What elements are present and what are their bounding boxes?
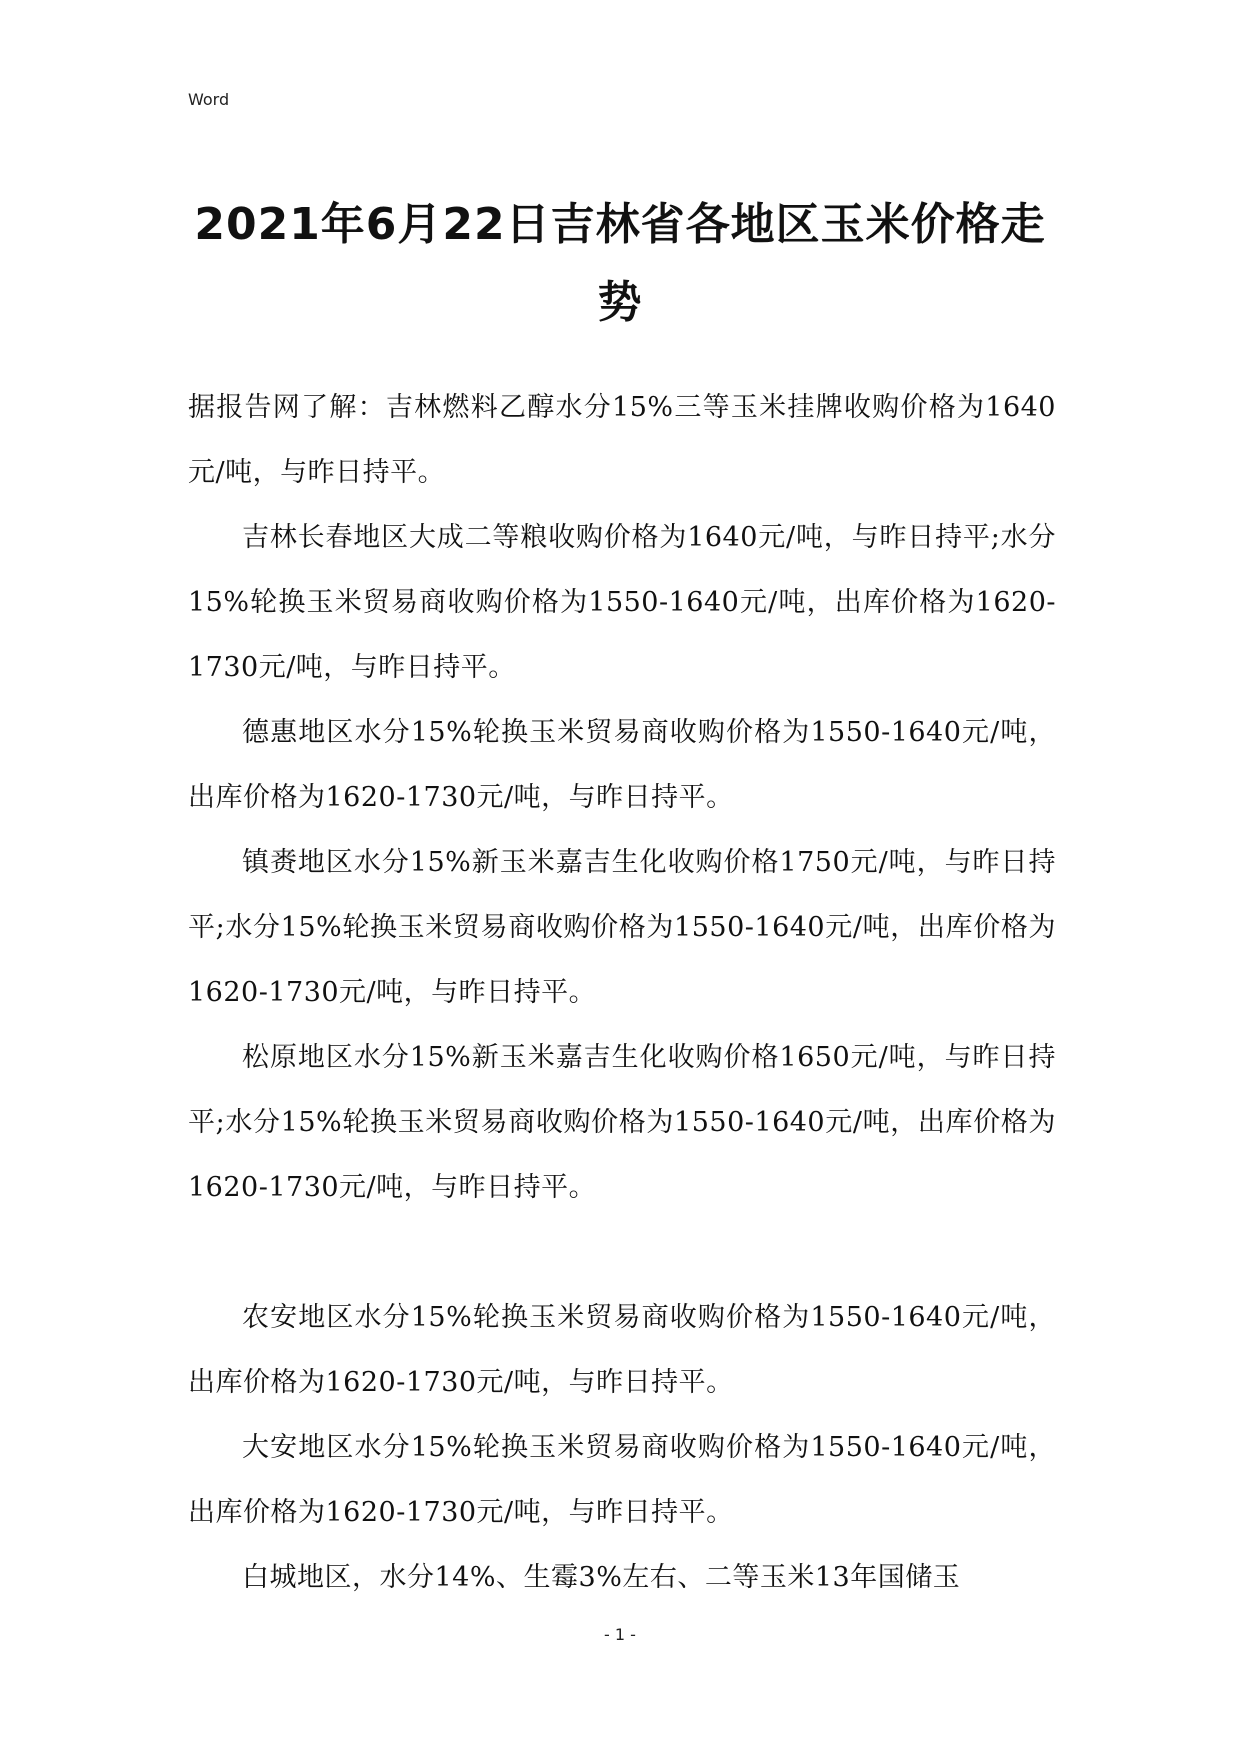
paragraph-intro: 据报告网了解：吉林燃料乙醇水分15%三等玉米挂牌收购价格为1640元/吨，与昨日持平。 [188, 392, 1056, 488]
paragraph-dehui: 德惠地区水分15%轮换玉米贸易商收购价格为1550-1640元/吨，出库价格为1620-1730元/吨，与昨日持平。 [188, 717, 1056, 813]
paragraph-nongan: 农安地区水分15%轮换玉米贸易商收购价格为1550-1640元/吨，出库价格为1620-1730元/吨，与昨日持平。 [188, 1302, 1056, 1398]
page-number: - 1 - [604, 1625, 636, 1644]
paragraph-daan: 大安地区水分15%轮换玉米贸易商收购价格为1550-1640元/吨，出库价格为1620-1730元/吨，与昨日持平。 [188, 1432, 1056, 1528]
paragraph-zhenlai: 镇赉地区水分15%新玉米嘉吉生化收购价格1750元/吨，与昨日持平;水分15%轮换玉米贸易商收购价格为1550-1640元/吨，出库价格为1620-1730元/吨，与昨日持平。 [188, 847, 1056, 1008]
document-title: 2021年6月22日吉林省各地区玉米价格走势 [194, 199, 1046, 328]
header-label: Word [188, 90, 230, 109]
paragraph-changchun: 吉林长春地区大成二等粮收购价格为1640元/吨，与昨日持平;水分15%轮换玉米贸易商收购价格为1550-1640元/吨，出库价格为1620-1730元/吨，与昨日持平。 [188, 522, 1056, 683]
paragraph-baicheng: 白城地区，水分14%、生霉3%左右、二等玉米13年国储玉 [242, 1562, 961, 1593]
paragraph-songyuan: 松原地区水分15%新玉米嘉吉生化收购价格1650元/吨，与昨日持平;水分15%轮换玉米贸易商收购价格为1550-1640元/吨，出库价格为1620-1730元/吨，与昨日持平。 [188, 1042, 1056, 1203]
document-body [188, 375, 1056, 1610]
